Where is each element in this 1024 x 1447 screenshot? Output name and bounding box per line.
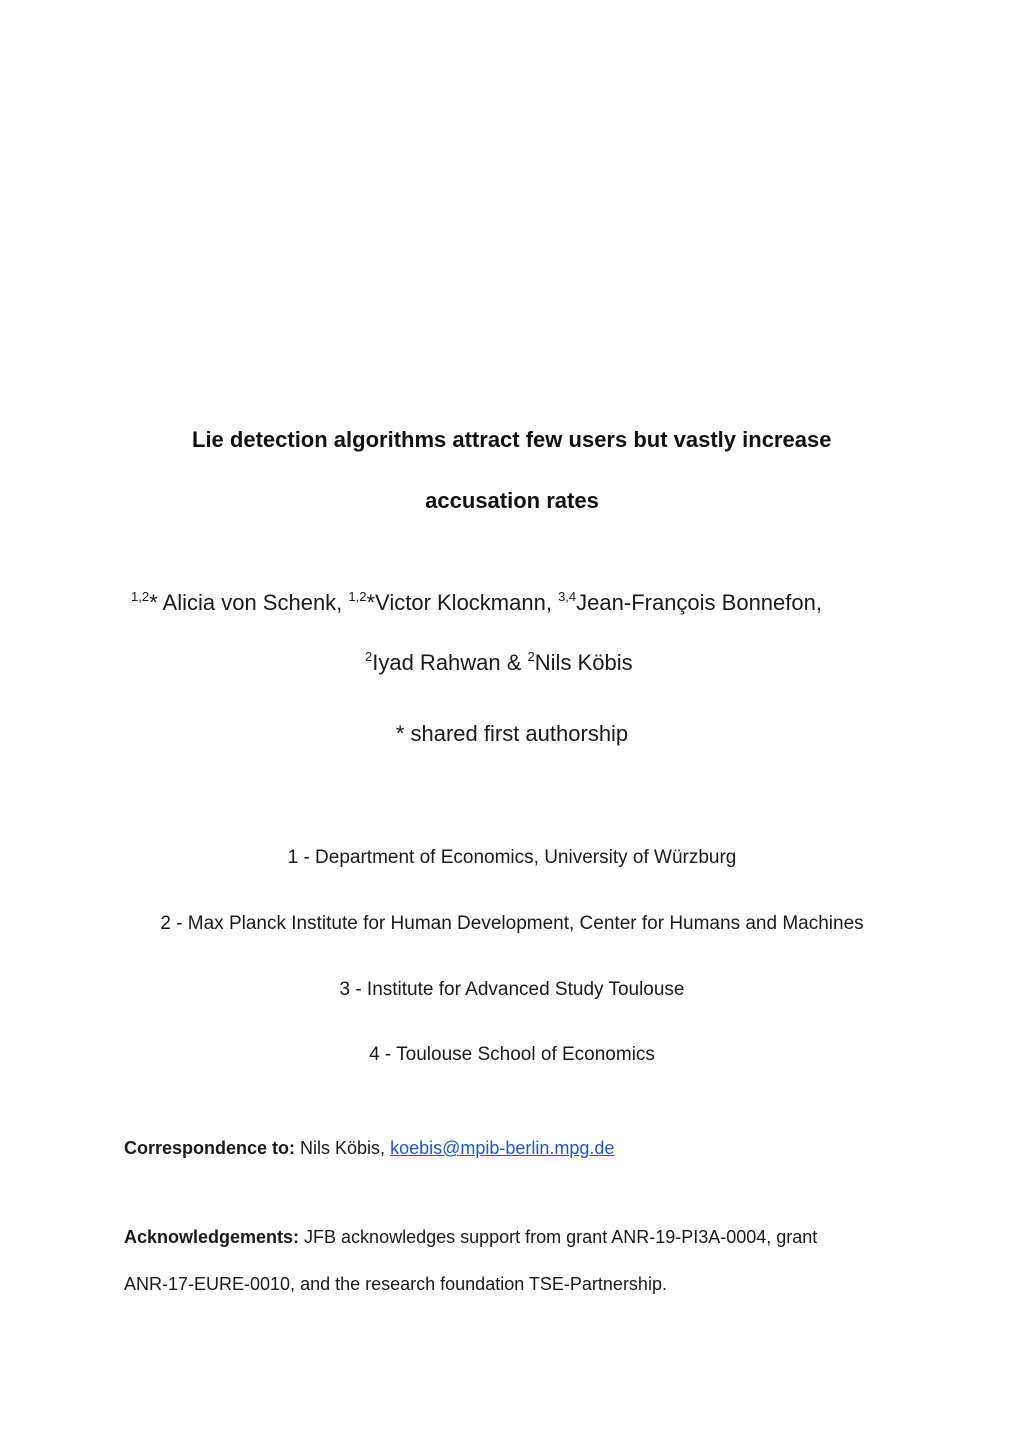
affiliation-4: 4 - Toulouse School of Economics (369, 1044, 655, 1065)
correspondence-label: Correspondence to: (124, 1138, 296, 1158)
author-1-name: * Alicia von Schenk, (149, 590, 349, 615)
author-2-name: *Victor Klockmann, (366, 590, 559, 615)
author-1-affiliation: 1,2 (131, 589, 150, 604)
author-3-affiliation: 3,4 (558, 589, 577, 604)
author-4-name: Iyad Rahwan & (372, 650, 528, 675)
author-line-2 (365, 650, 865, 676)
title-line-2: accusation rates (425, 488, 599, 513)
shared-authorship-note: * shared first authorship (395, 721, 629, 746)
author-2-affiliation: 1,2 (348, 589, 367, 604)
correspondence-name: Nils Köbis, (295, 1138, 391, 1158)
acknowledgements-line-2: ANR-17-EURE-0010, and the research foundation TSE-Partnership. (124, 1274, 667, 1294)
author-line-1 (131, 590, 1011, 616)
affiliation-2: 2 - Max Planck Institute for Human Development, Center for Humans and Machines (160, 913, 864, 934)
affiliation-1: 1 - Department of Economics, University of Würzburg (287, 847, 737, 868)
author-5-affiliation: 2 (527, 649, 535, 664)
correspondence-email-link[interactable]: koebis@mpib-berlin.mpg.de (390, 1138, 615, 1158)
correspondence (124, 1138, 924, 1159)
title-line-1: Lie detection algorithms attract few users but vastly increase (192, 427, 832, 452)
acknowledgements-label: Acknowledgements: (124, 1227, 300, 1247)
author-4-affiliation: 2 (365, 649, 373, 664)
author-5-name: Nils Köbis (534, 650, 633, 675)
acknowledgements-text-1: JFB acknowledges support from grant ANR-19-PI3A-0004, grant (299, 1227, 818, 1247)
author-3-name: Jean-François Bonnefon, (576, 590, 822, 615)
affiliation-3: 3 - Institute for Advanced Study Toulouse (339, 979, 685, 1000)
acknowledgements-line-1 (124, 1227, 924, 1248)
